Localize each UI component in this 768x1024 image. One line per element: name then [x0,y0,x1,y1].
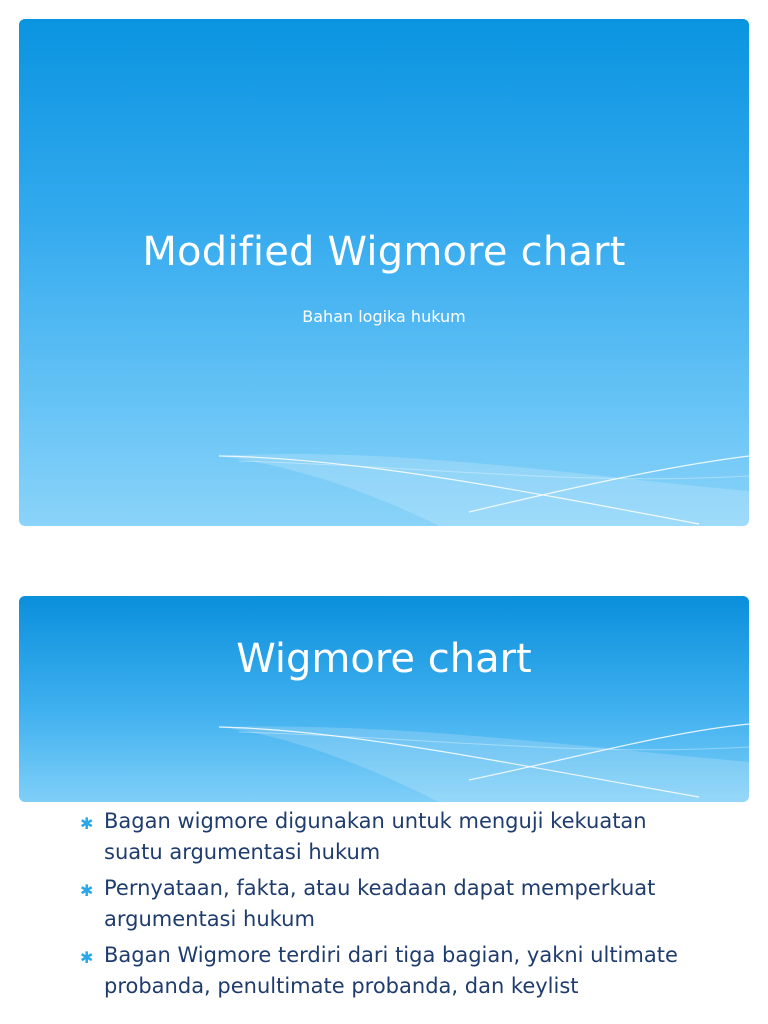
list-item [80,873,700,935]
content-slide-header [19,596,749,802]
list-item [80,806,700,868]
swoosh-decoration [19,416,749,526]
bullet-text: Bagan wigmore digunakan untuk menguji kekuatan suatu argumentasi hukum [104,809,647,864]
bullet-list [80,806,700,1007]
slide-subtitle: Bahan logika hukum [302,307,466,326]
bullet-text: Bagan Wigmore terdiri dari tiga bagian, yakni ultimate probanda, penultimate probanda, dan keylist [104,943,678,998]
asterisk-bullet-icon: ✱ [80,948,94,967]
bullet-text: Pernyataan, fakta, atau keadaan dapat memperkuat argumentasi hukum [104,876,656,931]
title-slide [19,19,749,526]
asterisk-bullet-icon: ✱ [80,814,94,833]
asterisk-bullet-icon: ✱ [80,881,94,900]
slide-title: Wigmore chart [236,636,532,682]
slide-title: Modified Wigmore chart [142,229,626,275]
list-item [80,940,700,1002]
swoosh-decoration [19,702,749,802]
